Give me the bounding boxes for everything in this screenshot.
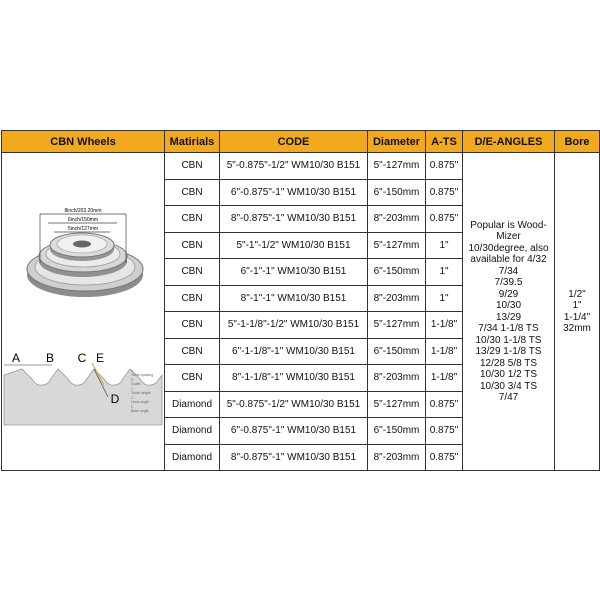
wheel-stack-image: [27, 233, 143, 297]
diameter-cell: 8"-203mm: [368, 206, 426, 233]
ats-cell: 1-1/8": [426, 338, 463, 365]
legend-letter: C: [131, 386, 134, 391]
diameter-cell: 6"-150mm: [368, 418, 426, 445]
angle-line: 9/29: [498, 288, 519, 300]
header-code: CODE: [220, 131, 368, 153]
ats-cell: 1": [426, 232, 463, 259]
angle-line: 7/47: [498, 392, 519, 403]
angles-cell: [463, 153, 555, 471]
material-cell: CBN: [165, 312, 220, 339]
ats-cell: 0.875": [426, 153, 463, 180]
ats-cell: 1": [426, 285, 463, 312]
code-cell: 5"-1-1/8"-1/2" WM10/30 B151: [220, 312, 368, 339]
legend-letter: B: [131, 377, 134, 382]
dim-label-5in: 5inch/127mm: [67, 225, 99, 232]
bore-line: 1/2": [568, 288, 586, 300]
diameter-cell: 5"-127mm: [368, 391, 426, 418]
angle-line: 10/30degree, also: [468, 242, 549, 254]
angle-line: 13/29: [495, 311, 522, 323]
ats-cell: 1-1/8": [426, 365, 463, 392]
angle-line: available for 4/32: [470, 254, 547, 265]
angles-list: [463, 220, 554, 404]
angle-line: 10/30: [495, 300, 522, 311]
tooth-label-d: D: [110, 391, 120, 406]
material-cell: CBN: [165, 259, 220, 286]
code-cell: 6"-1-1/8"-1" WM10/30 B151: [220, 338, 368, 365]
material-cell: Diamond: [165, 391, 220, 418]
product-image-cell: [2, 153, 165, 471]
wheel-illustration: [2, 157, 164, 467]
code-cell: 5"-0.875"-1/2" WM10/30 B151: [220, 153, 368, 180]
diameter-cell: 8"-203mm: [368, 285, 426, 312]
code-cell: 8"-1-1/8"-1" WM10/30 B151: [220, 365, 368, 392]
bore-line: 32mm: [563, 323, 591, 334]
angle-line: 7/39.5: [494, 277, 523, 288]
material-cell: Diamond: [165, 444, 220, 471]
code-cell: 6"-1"-1" WM10/30 B151: [220, 259, 368, 286]
header-a-ts: A-TS: [426, 131, 463, 153]
angle-line: 13/29 1-1/8 TS: [475, 346, 542, 357]
ats-cell: 0.875": [426, 391, 463, 418]
angle-line: 12/28 5/8 TS: [479, 357, 538, 369]
material-cell: CBN: [165, 232, 220, 259]
diameter-cell: 6"-150mm: [368, 259, 426, 286]
bore-line: 1-1/4": [563, 311, 591, 323]
ats-cell: 0.875": [426, 418, 463, 445]
header-cbn-wheels: CBN Wheels: [2, 131, 165, 153]
code-cell: 8"-0.875"-1" WM10/30 B151: [220, 206, 368, 233]
diameter-cell: 8"-203mm: [368, 365, 426, 392]
tooth-label-a: A: [11, 350, 21, 365]
legend-letter: E: [131, 404, 134, 409]
header-row: [2, 131, 600, 153]
ats-cell: 0.875": [426, 179, 463, 206]
tooth-label-b: B: [45, 350, 55, 365]
dim-label-8in: 8inch/203.20mm: [64, 207, 102, 214]
legend-letter: D: [131, 395, 134, 400]
header-diameter: Diameter: [368, 131, 426, 153]
header-bore: Bore: [555, 131, 600, 153]
header-de-angles: D/E-ANGLES: [463, 131, 555, 153]
angle-line: 7/34: [498, 265, 519, 277]
diameter-cell: 8"-203mm: [368, 444, 426, 471]
angle-line: 10/30 3/4 TS: [479, 380, 538, 392]
legend-text: Back angle: [131, 408, 149, 413]
spec-table: [1, 130, 600, 471]
table-row: [2, 153, 600, 180]
ats-cell: 1": [426, 259, 463, 286]
code-cell: 6"-0.875"-1" WM10/30 B151: [220, 418, 368, 445]
ats-cell: 1-1/8": [426, 312, 463, 339]
bore-cell: [555, 153, 600, 471]
material-cell: CBN: [165, 179, 220, 206]
material-cell: CBN: [165, 285, 220, 312]
material-cell: CBN: [165, 153, 220, 180]
diameter-cell: 5"-127mm: [368, 232, 426, 259]
code-cell: 8"-0.875"-1" WM10/30 B151: [220, 444, 368, 471]
diameter-cell: 5"-127mm: [368, 312, 426, 339]
tooth-label-c: C: [77, 350, 87, 365]
diameter-cell: 6"-150mm: [368, 179, 426, 206]
bore-line: 1": [572, 300, 582, 311]
angle-line: 7/34 1-1/8 TS: [478, 323, 539, 334]
ats-cell: 0.875": [426, 206, 463, 233]
legend-text: Hook angle: [131, 399, 150, 404]
legend-text: Gullet: [131, 381, 141, 386]
angle-line: Mizer: [496, 231, 521, 242]
code-cell: 8"-1"-1" WM10/30 B151: [220, 285, 368, 312]
bore-list: [555, 289, 599, 335]
material-cell: CBN: [165, 206, 220, 233]
material-cell: Diamond: [165, 418, 220, 445]
diameter-cell: 5"-127mm: [368, 153, 426, 180]
tooth-label-e: E: [95, 350, 105, 365]
header-materials: Matirials: [165, 131, 220, 153]
material-cell: CBN: [165, 365, 220, 392]
legend-text: Tooth spacing: [131, 372, 154, 377]
dim-label-6in: 6inch/150mm: [67, 216, 99, 223]
angle-line: 10/30 1-1/8 TS: [475, 334, 542, 346]
legend-text: Tooth height: [131, 390, 151, 395]
diameter-cell: 6"-150mm: [368, 338, 426, 365]
code-cell: 6"-0.875"-1" WM10/30 B151: [220, 179, 368, 206]
code-cell: 5"-1"-1/2" WM10/30 B151: [220, 232, 368, 259]
angle-line: Popular is Wood-: [470, 219, 547, 231]
angle-line: 10/30 1/2 TS: [479, 369, 538, 380]
code-cell: 5"-0.875"-1/2" WM10/30 B151: [220, 391, 368, 418]
material-cell: CBN: [165, 338, 220, 365]
legend-letter: A: [131, 368, 134, 373]
ats-cell: 0.875": [426, 444, 463, 471]
